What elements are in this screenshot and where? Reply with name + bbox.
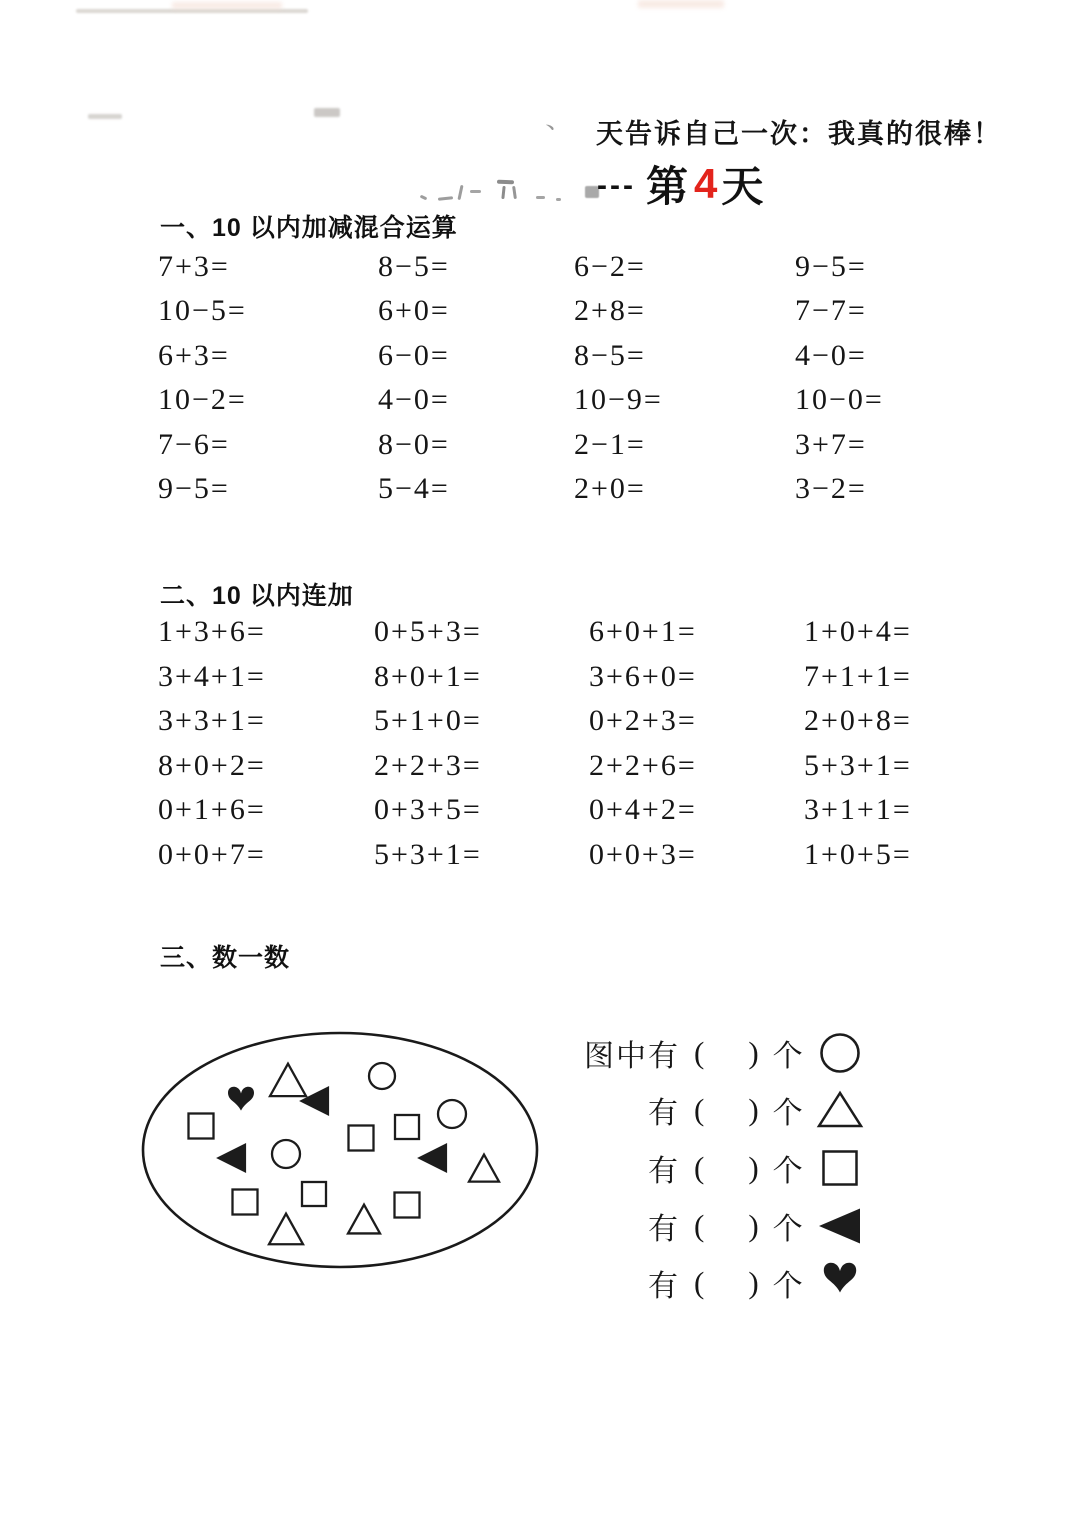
question-row [576,1082,864,1140]
filled-triangle-shape [216,1143,246,1173]
paren-close: ) [748,1034,759,1070]
section-1-equations [158,245,965,511]
equation: 0+5+3= [374,615,482,648]
paren-close: ) [748,1092,759,1128]
scan-artifact [501,186,505,199]
equation: 7−6= [158,427,230,461]
question-row [576,1024,864,1082]
equation: 6−2= [574,250,646,283]
paren-close: ) [748,1207,759,1243]
header-slogan: 天告诉自己一次：我真的很棒！ [596,119,1002,149]
equation: 0+3+5= [374,793,482,827]
equation: 1+0+5= [804,837,912,871]
equation: 6−0= [378,338,450,372]
equation: 4−0= [378,383,450,417]
scan-artifact [536,196,545,199]
scan-artifact: 、 [542,101,573,136]
circle-shape [272,1140,300,1168]
filled-triangle-glyph [819,1208,860,1243]
counter-word: 个 [772,1039,804,1073]
equation: 3+1+1= [804,793,912,827]
equation: 6+3= [158,338,230,372]
triangle-shape [269,1214,303,1245]
question-prefix: 有 [648,1270,680,1304]
equation: 5+3+1= [374,837,482,871]
paren-open: ( [694,1149,705,1185]
question-prefix: 有 [648,1097,680,1131]
counter-word: 个 [772,1097,804,1131]
equation: 2+2+3= [374,748,482,782]
section-2-equations [158,610,974,878]
equation: 0+0+7= [158,837,266,871]
square-icon [816,1145,864,1191]
square-shape [233,1190,258,1215]
equation: 5−4= [378,471,450,505]
page-title [597,154,765,214]
question-prefix: 图中有 [584,1039,680,1073]
title-dashes: --- [597,169,636,202]
triangle-shape [469,1155,499,1182]
scan-artifact [314,108,340,117]
day-number: 4 [694,160,718,207]
equation: 3+3+1= [158,704,266,738]
section-3-heading: 三、数一数 [160,944,291,972]
paren-close: ) [748,1265,759,1301]
equation: 10−2= [158,383,247,417]
question-prefix: 有 [648,1212,680,1246]
circle-shape [369,1063,395,1089]
question-row [576,1139,864,1197]
heart-shape [228,1087,254,1111]
title-text-prefix: 第 [645,163,690,210]
counter-word: 个 [772,1154,804,1188]
equation: 2+0= [574,471,646,505]
square-shape [189,1114,214,1139]
equation: 2+2+6= [589,748,697,782]
triangle-shape [270,1064,306,1096]
triangle-shape [348,1205,380,1234]
equation: 4−0= [795,338,867,372]
shape-count-figure [128,1028,558,1278]
equation: 7+1+1= [804,659,912,693]
equation: 9−5= [795,250,867,283]
circle-glyph [821,1034,858,1071]
equation: 0+1+6= [158,793,266,827]
scan-artifact [420,195,428,201]
equation: 8−0= [378,427,450,461]
title-text-suffix: 天 [721,163,766,210]
count-questions [576,1024,864,1312]
equation: 10−0= [795,383,884,417]
equation: 5+3+1= [804,748,912,782]
equation: 3−2= [795,471,867,505]
square-shape [395,1115,419,1139]
scan-artifact [512,186,517,199]
figure-ellipse [143,1033,537,1267]
equation: 8+0+2= [158,748,266,782]
paren-open: ( [694,1265,705,1301]
equation: 8−5= [574,338,646,372]
scan-artifact [470,190,481,193]
square-glyph [823,1151,856,1184]
paren-close: ) [748,1149,759,1185]
question-row [576,1197,864,1255]
scan-artifact [438,196,453,201]
equation: 6+0= [378,294,450,328]
square-shape [395,1193,420,1218]
section-1-heading: 一、10 以内加减混合运算 [160,214,458,242]
equation: 2+8= [574,294,646,328]
scan-artifact [556,198,561,201]
equation: 9−5= [158,471,230,505]
equation: 0+2+3= [589,704,697,738]
counter-word: 个 [772,1270,804,1304]
equation: 10−5= [158,294,247,328]
scan-artifact [76,9,308,13]
triangle-glyph [819,1093,861,1126]
scan-artifact [457,185,463,200]
equation: 8−5= [378,250,450,283]
equation: 10−9= [574,383,663,417]
equation: 7−7= [795,294,867,328]
equation: 1+3+6= [158,615,266,648]
equation: 3+4+1= [158,659,266,693]
scan-artifact [638,0,724,8]
square-shape [302,1182,326,1206]
equation: 5+1+0= [374,704,482,738]
equation: 2+0+8= [804,704,912,738]
heart-glyph [823,1263,855,1293]
triangle-icon [816,1087,864,1133]
equation: 8+0+1= [374,659,482,693]
filled-triangle-shape [417,1143,447,1173]
scan-artifact [88,114,122,119]
counter-word: 个 [772,1212,804,1246]
paren-open: ( [694,1092,705,1128]
filled-triangle-icon [816,1203,864,1249]
equation: 3+6+0= [589,659,697,693]
equation: 7+3= [158,250,230,283]
heart-icon [816,1260,864,1306]
equation: 1+0+4= [804,615,912,648]
equation: 0+4+2= [589,793,697,827]
equation: 6+0+1= [589,615,697,648]
scan-artifact [172,2,282,9]
question-row [576,1254,864,1312]
scan-artifact [497,180,514,185]
paren-open: ( [694,1207,705,1243]
equation: 2−1= [574,427,646,461]
equation: 3+7= [795,427,867,461]
question-prefix: 有 [648,1154,680,1188]
circle-shape [438,1100,466,1128]
section-2-heading: 二、10 以内连加 [160,582,354,610]
equation: 0+0+3= [589,837,697,871]
paren-open: ( [694,1034,705,1070]
square-shape [349,1126,374,1151]
circle-icon [816,1030,864,1076]
